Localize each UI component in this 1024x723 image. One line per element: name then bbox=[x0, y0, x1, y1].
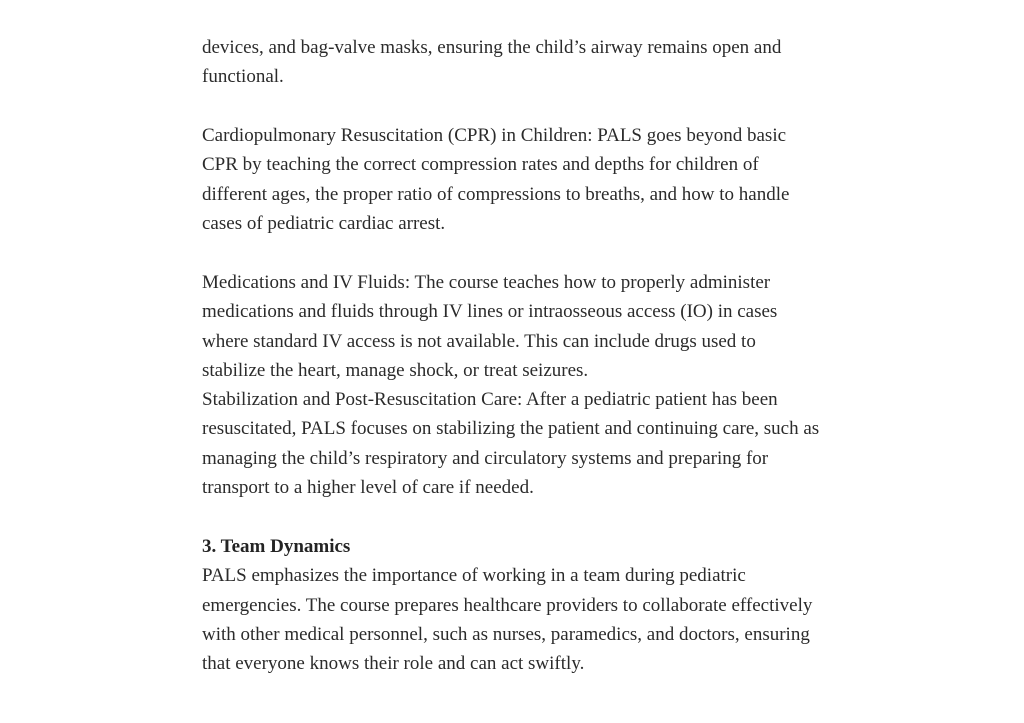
paragraph-airway-continuation: devices, and bag-valve masks, ensuring the child’s airway remains open and functional. bbox=[202, 37, 782, 88]
section-heading-team-dynamics: 3. Team Dynamics bbox=[202, 535, 351, 557]
paragraph-cpr-in-children: Cardiopulmonary Resuscitation (CPR) in Children: PALS goes beyond basic CPR by teaching the correct compression rates and depths for children of different ages, the proper ratio of compressions to breaths, and how to handle cases of pediatric cardiac arrest. bbox=[202, 125, 790, 235]
paragraph-team-dynamics: PALS emphasizes the importance of working in a team during pediatric emergencies. The course prepares healthcare providers to collaborate effectively with other medical personnel, such as nurses, paramedics, and doctors, ensuring that everyone knows their role and can act swiftly. bbox=[202, 565, 813, 675]
article-body bbox=[202, 33, 822, 678]
paragraph-stabilization-care: Stabilization and Post-Resuscitation Care: After a pediatric patient has been resuscitated, PALS focuses on stabilizing the patient and continuing care, such as managing the child’s respiratory and circulatory systems and preparing for transport to a higher level of care if needed. bbox=[202, 389, 820, 499]
paragraph-medications-iv-fluids: Medications and IV Fluids: The course teaches how to properly administer medications and fluids through IV lines or intraosseous access (IO) in cases where standard IV access is not available. This can include drugs used to stabilize the heart, manage shock, or treat seizures. bbox=[202, 271, 778, 381]
